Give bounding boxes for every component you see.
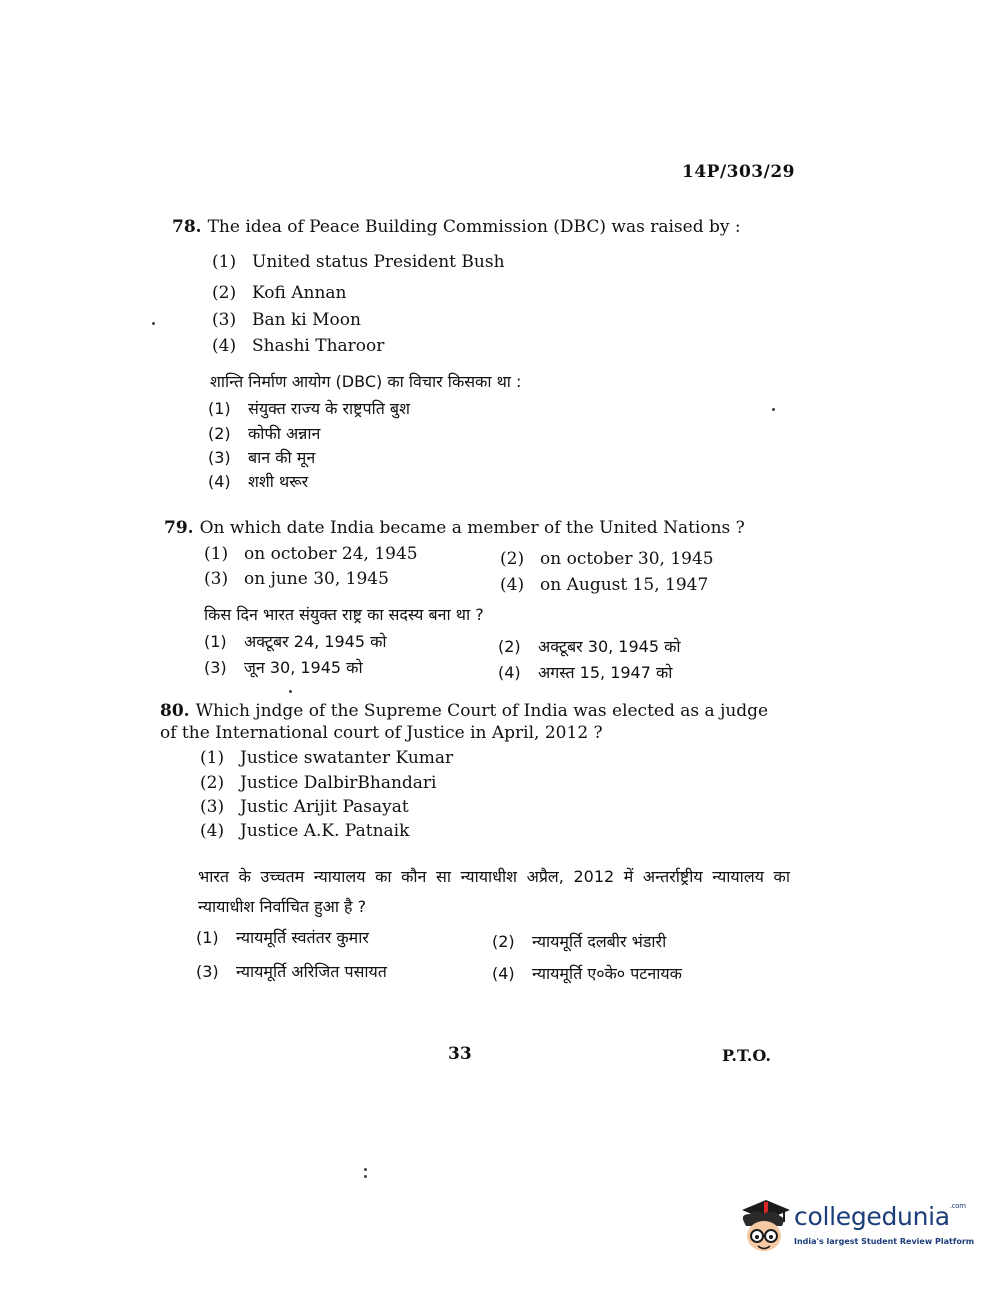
question-number: 79.	[164, 518, 194, 538]
mascot-icon	[736, 1196, 792, 1258]
question-number: 78.	[172, 217, 202, 237]
scan-speck	[152, 322, 155, 325]
scan-speck	[772, 408, 775, 411]
option: (1) अक्टूबर 24, 1945 को	[204, 632, 387, 651]
option: (2) Kofi Annan	[212, 283, 347, 303]
logo-tagline: India's largest Student Review Platform	[794, 1237, 975, 1246]
scan-speck	[364, 1175, 367, 1178]
question-78-text-hi: शान्ति निर्माण आयोग (DBC) का विचार किसका था :	[210, 372, 522, 391]
question-text: On which date India became a member of the United Nations ?	[199, 518, 745, 538]
option: (4) अगस्त 15, 1947 को	[498, 663, 673, 682]
option: (3) Justic Arijit Pasayat	[200, 797, 409, 817]
scan-speck	[364, 1168, 367, 1171]
question-78-text-en	[172, 216, 772, 238]
option: (4) Shashi Tharoor	[212, 336, 385, 356]
question-79-text-hi: किस दिन भारत संयुक्त राष्ट्र का सदस्य बना था ?	[204, 605, 484, 624]
option: (1) United status President Bush	[212, 252, 505, 272]
question-text: The idea of Peace Building Commission (DBC) was raised by :	[207, 217, 741, 237]
option: (4) न्यायमूर्ति ए०के० पटनायक	[492, 964, 682, 983]
pto-label: P.T.O.	[722, 1046, 771, 1065]
option: (2) कोफी अन्नान	[208, 424, 321, 443]
page-code: 14P/303/29	[682, 162, 796, 182]
option: (4) Justice A.K. Patnaik	[200, 821, 410, 841]
option: (1) on october 24, 1945	[204, 544, 418, 564]
option: (3) न्यायमूर्ति अरिजित पसायत	[196, 962, 387, 981]
scan-speck	[289, 690, 292, 693]
option: (2) Justice DalbirBhandari	[200, 773, 437, 793]
option: (3) बान की मून	[208, 448, 316, 467]
question-80-text-hi: भारत के उच्चतम न्यायालय का कौन सा न्यायाधीश अप्रैल, 2012 में अन्तर्राष्ट्रीय न्यायालय का न्यायाधीश निर्वाचित हुआ है ?	[198, 867, 790, 916]
option: (3) जून 30, 1945 को	[204, 658, 363, 677]
logo-wordmark: collegedunia$^{.com}$	[794, 1202, 966, 1231]
option: (3) Ban ki Moon	[212, 310, 361, 330]
option: (3) on june 30, 1945	[204, 569, 389, 589]
option: (1) न्यायमूर्ति स्वतंतर कुमार	[196, 928, 369, 947]
collegedunia-logo	[736, 1196, 975, 1258]
question-number: 80.	[160, 701, 190, 721]
option: (2) न्यायमूर्ति दलबीर भंडारी	[492, 932, 667, 951]
option: (2) on october 30, 1945	[500, 549, 714, 569]
option: (2) अक्टूबर 30, 1945 को	[498, 637, 681, 656]
option: (4) शशी थरूर	[208, 472, 309, 491]
question-text: Which jndge of the Supreme Court of India was elected as a judge of the International court of Justice in April, 2012 ?	[160, 701, 769, 743]
question-80-text-en	[160, 700, 790, 744]
option: (4) on August 15, 1947	[500, 575, 709, 595]
question-79-text-en	[164, 517, 784, 539]
page-number: 33	[448, 1044, 472, 1064]
option: (1) संयुक्त राज्य के राष्ट्रपति बुश	[208, 399, 410, 418]
option: (1) Justice swatanter Kumar	[200, 748, 454, 768]
